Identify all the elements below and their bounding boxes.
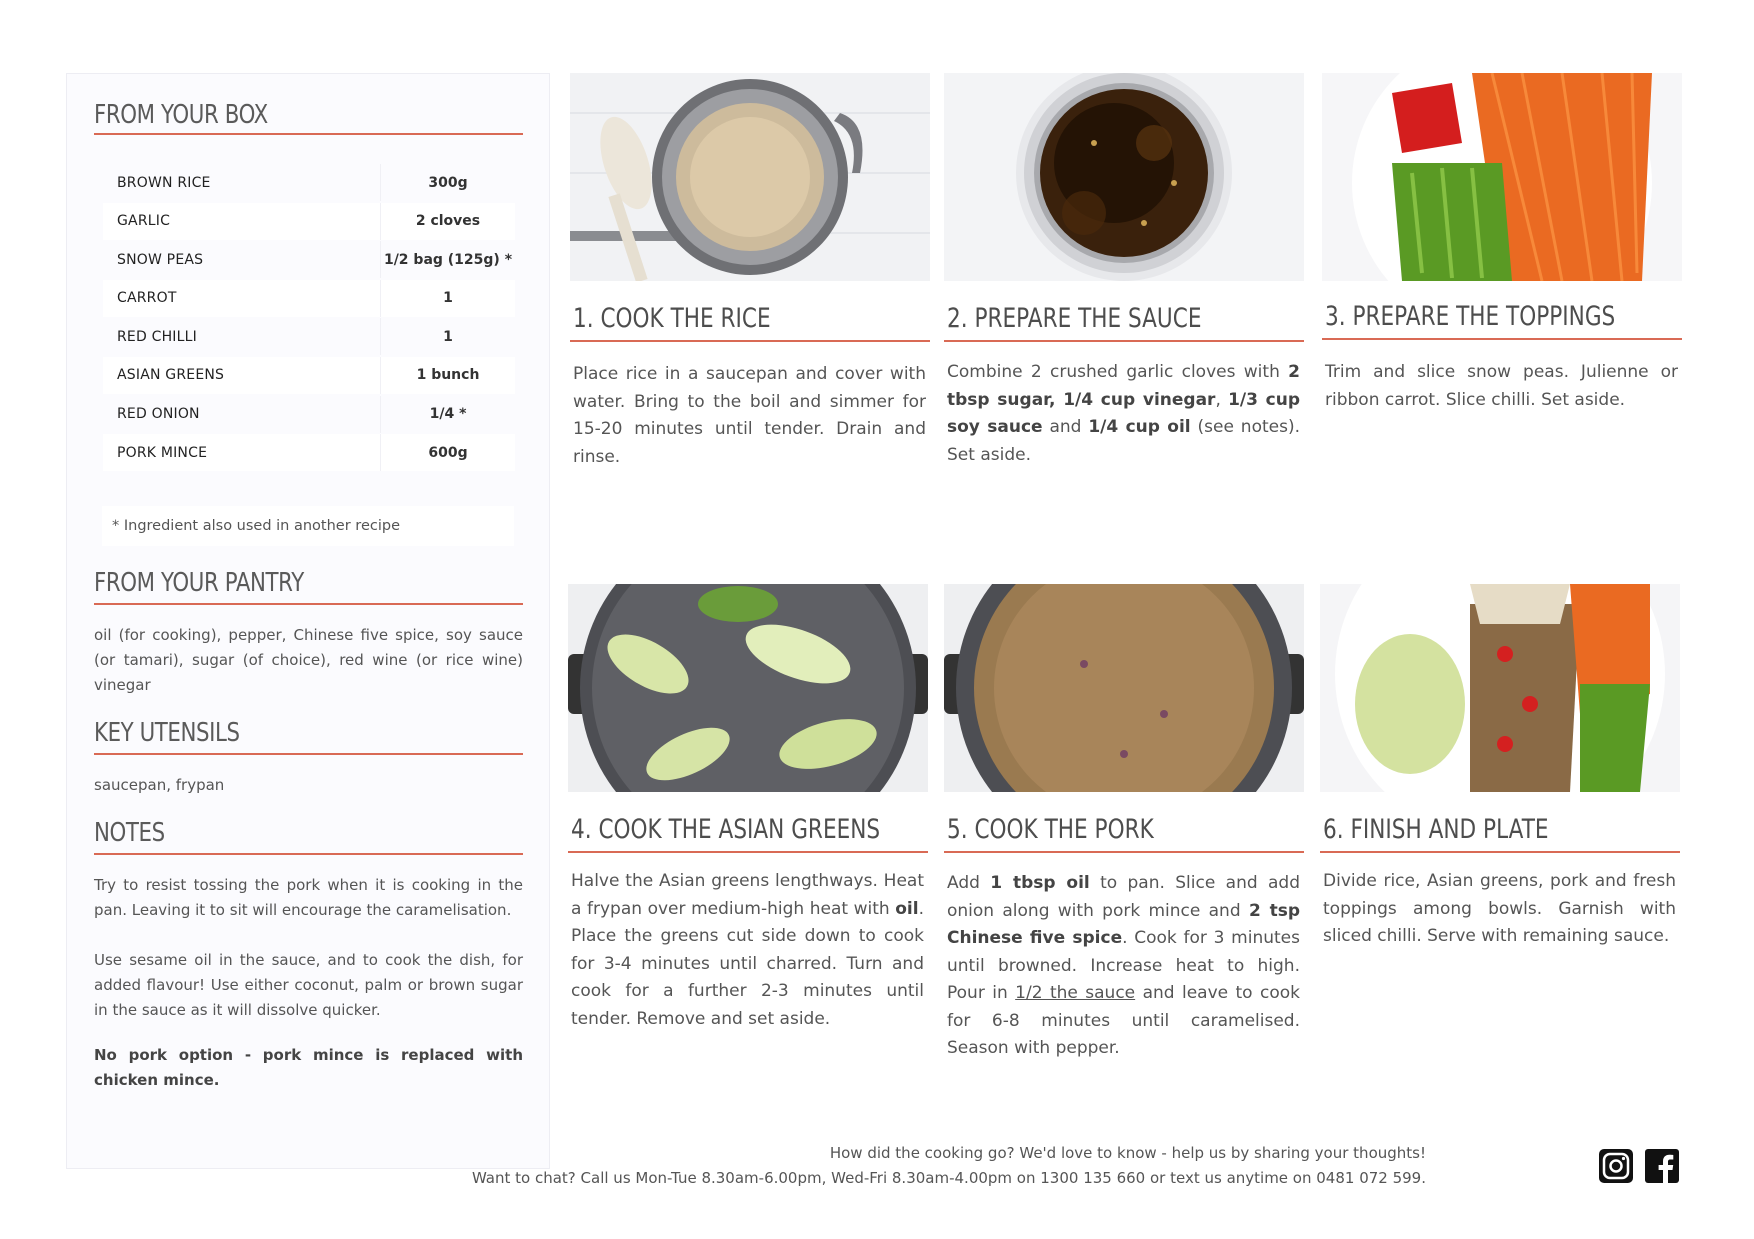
from-your-pantry-title: FROM YOUR PANTRY [94, 568, 304, 598]
divider [568, 851, 928, 853]
step-4-body: Halve the Asian greens lengthways. Heat a frypan over medium-high heat with oil. Place the greens cut side down to cook for 3-4 minutes until charred. Turn and cook for a further 2-3 minutes until tender. Remove and set aside. [571, 871, 924, 1029]
ingredient-qty: 2 cloves [380, 203, 515, 240]
plated-dish-photo [1320, 584, 1680, 792]
utensils-text: saucepan, frypan [94, 776, 225, 794]
pork-photo [944, 584, 1304, 792]
pantry-text: oil (for cooking), pepper, Chinese five spice, soy sauce (or tamari), sugar (of choice), red wine (or rice wine) vinegar [94, 626, 523, 694]
step-2-body: Combine 2 crushed garlic cloves with 2 tbsp sugar, 1/4 cup vinegar, 1/3 cup soy sauce and 1/4 cup oil (see notes). Set aside. [947, 362, 1300, 465]
rice-photo [570, 73, 930, 281]
step-6-title: 6. FINISH AND PLATE [1323, 814, 1549, 845]
ingredient-row [103, 203, 515, 240]
divider [94, 753, 523, 755]
ingredients-panel [66, 73, 550, 1169]
ingredient-name: PORK MINCE [117, 444, 208, 461]
notes-paragraph: Try to resist tossing the pork when it is cooking in the pan. Leaving it to sit will encourage the caramelisation. [94, 876, 523, 919]
divider [94, 853, 523, 855]
ingredient-name: RED CHILLI [117, 328, 197, 345]
notes-paragraph: No pork option - pork mince is replaced with chicken mince. [94, 1046, 523, 1089]
divider [944, 851, 1304, 853]
ingredient-row [103, 280, 515, 317]
ingredient-qty: 300g [380, 164, 515, 201]
divider [570, 340, 930, 342]
ingredient-qty: 1 [380, 280, 515, 317]
divider [944, 340, 1304, 342]
key-utensils-title: KEY UTENSILS [94, 718, 240, 748]
ingredients-table [103, 164, 515, 473]
step-1-body: Place rice in a saucepan and cover with water. Bring to the boil and simmer for 15-20 minutes until tender. Drain and rinse. [573, 364, 926, 467]
ingredient-row [103, 396, 515, 433]
divider [94, 133, 523, 135]
ingredient-qty: 1 [380, 318, 515, 355]
notes-title: NOTES [94, 818, 165, 848]
contact-text: Want to chat? Call us Mon-Tue 8.30am-6.00pm, Wed-Fri 8.30am-4.00pm on 1300 135 660 or text us anytime on 0481 072 599. [471, 1169, 1426, 1187]
ingredient-qty: 1/2 bag (125g) * [380, 241, 515, 278]
ingredient-qty: 1 bunch [380, 357, 515, 394]
ingredient-name: RED ONION [117, 406, 200, 423]
step-1-title: 1. COOK THE RICE [573, 303, 771, 334]
feedback-text: How did the cooking go? We'd love to know - help us by sharing your thoughts! [829, 1144, 1426, 1162]
ingredient-row [103, 434, 515, 471]
step-2-title: 2. PREPARE THE SAUCE [947, 303, 1202, 334]
divider [1320, 851, 1680, 853]
toppings-photo [1322, 73, 1682, 281]
step-6-body: Divide rice, Asian greens, pork and fresh toppings among bowls. Garnish with sliced chilli. Serve with remaining sauce. [1323, 871, 1676, 946]
ingredient-footnote: * Ingredient also used in another recipe [102, 506, 514, 546]
ingredient-name: SNOW PEAS [117, 251, 204, 268]
ingredient-row [103, 241, 515, 278]
divider [1322, 338, 1682, 340]
sauce-photo [944, 73, 1304, 281]
step-5-title: 5. COOK THE PORK [947, 814, 1154, 845]
asian-greens-photo [568, 584, 928, 792]
step-5-body: Add 1 tbsp oil to pan. Slice and add onion along with pork mince and 2 tsp Chinese five spice. Cook for 3 minutes until browned. Increase heat to high. Pour in 1/2 the sauce and leave to cook for 6-8 minutes until caramelised. Season with pepper. [947, 873, 1301, 1058]
step-4-title: 4. COOK THE ASIAN GREENS [571, 814, 881, 845]
ingredient-row [103, 318, 515, 355]
instagram-icon[interactable] [1598, 1148, 1634, 1184]
divider [94, 603, 523, 605]
ingredient-qty: 600g [380, 434, 515, 471]
ingredient-row [103, 164, 515, 201]
step-3-title: 3. PREPARE THE TOPPINGS [1325, 301, 1616, 332]
ingredient-qty: 1/4 * [380, 396, 515, 433]
ingredient-row [103, 357, 515, 394]
from-your-box-title: FROM YOUR BOX [94, 100, 268, 130]
ingredient-name: CARROT [117, 290, 177, 307]
ingredient-name: ASIAN GREENS [117, 367, 225, 384]
step-3-body: Trim and slice snow peas. Julienne or ribbon carrot. Slice chilli. Set aside. [1325, 362, 1678, 410]
ingredient-name: BROWN RICE [117, 174, 211, 191]
facebook-icon[interactable] [1644, 1148, 1680, 1184]
notes-paragraph: Use sesame oil in the sauce, and to cook the dish, for added flavour! Use either coconut, palm or brown sugar in the sauce as it will dissolve quicker. [94, 951, 523, 1019]
ingredient-name: GARLIC [117, 213, 171, 230]
